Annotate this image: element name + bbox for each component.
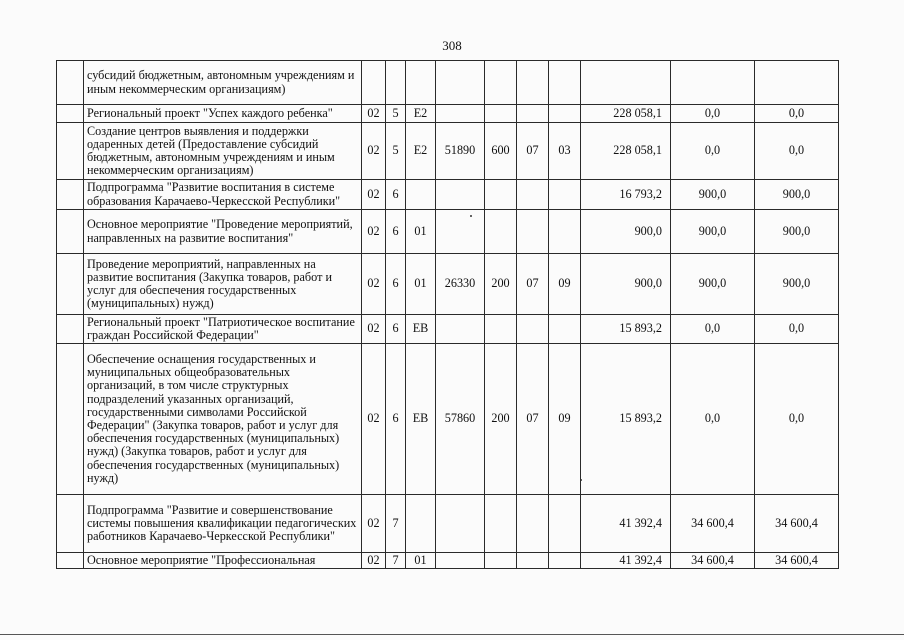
- amount-year-1: 41 392,4: [581, 495, 671, 553]
- amount-year-3: 0,0: [755, 315, 839, 344]
- amount-year-1: 15 893,2: [581, 344, 671, 495]
- section-code: [517, 210, 549, 254]
- section-code: [517, 61, 549, 105]
- expense-type-code: 600: [485, 123, 517, 180]
- amount-year-2: 0,0: [671, 315, 755, 344]
- row-name: Основное мероприятие "Проведение мероприятий, направленных на развитие воспитания": [84, 210, 362, 254]
- table-row: [57, 495, 839, 553]
- amount-year-3: 0,0: [755, 123, 839, 180]
- subsection-code: [549, 210, 581, 254]
- direction-code: 57860: [436, 344, 485, 495]
- blank-cell: [57, 210, 84, 254]
- section-code: 07: [517, 344, 549, 495]
- amount-year-1: 900,0: [581, 210, 671, 254]
- gp-code: 02: [362, 315, 386, 344]
- amount-year-1: 228 058,1: [581, 105, 671, 123]
- expense-type-code: [485, 105, 517, 123]
- om-code: E2: [406, 105, 436, 123]
- scan-speck: [470, 215, 472, 217]
- expense-type-code: [485, 61, 517, 105]
- amount-year-3: 900,0: [755, 210, 839, 254]
- amount-year-3: 900,0: [755, 254, 839, 315]
- blank-cell: [57, 254, 84, 315]
- direction-code: 51890: [436, 123, 485, 180]
- blank-cell: [57, 105, 84, 123]
- subsection-code: 03: [549, 123, 581, 180]
- om-code: EB: [406, 344, 436, 495]
- section-code: [517, 315, 549, 344]
- om-code: [406, 495, 436, 553]
- amount-year-2: 0,0: [671, 123, 755, 180]
- gp-code: 02: [362, 495, 386, 553]
- subsection-code: [549, 105, 581, 123]
- row-name: Подпрограмма "Развитие воспитания в системе образования Карачаево-Черкесской Республики": [84, 180, 362, 210]
- amount-year-3: 34 600,4: [755, 495, 839, 553]
- gp-code: 02: [362, 105, 386, 123]
- table-row: [57, 105, 839, 123]
- row-name: Подпрограмма "Развитие и совершенствование системы повышения квалификации педагогических работников Карачаево-Черкесской Республики": [84, 495, 362, 553]
- direction-code: [436, 210, 485, 254]
- table-row: [57, 61, 839, 105]
- expense-type-code: 200: [485, 344, 517, 495]
- amount-year-1: 16 793,2: [581, 180, 671, 210]
- page-number: 308: [442, 38, 462, 53]
- pp-code: 7: [386, 553, 406, 569]
- row-name: субсидий бюджетным, автономным учреждениям и иным некоммерческим организациям): [84, 61, 362, 105]
- direction-code: [436, 105, 485, 123]
- amount-year-2: 0,0: [671, 105, 755, 123]
- blank-cell: [57, 123, 84, 180]
- amount-year-3: 0,0: [755, 344, 839, 495]
- direction-code: [436, 553, 485, 569]
- pp-code: 6: [386, 180, 406, 210]
- blank-cell: [57, 315, 84, 344]
- blank-cell: [57, 344, 84, 495]
- expense-type-code: 200: [485, 254, 517, 315]
- expense-type-code: [485, 210, 517, 254]
- blank-cell: [57, 61, 84, 105]
- amount-year-1: 900,0: [581, 254, 671, 315]
- scan-speck: [580, 479, 582, 481]
- gp-code: [362, 61, 386, 105]
- expense-type-code: [485, 180, 517, 210]
- section-code: [517, 105, 549, 123]
- table-row: [57, 315, 839, 344]
- subsection-code: [549, 495, 581, 553]
- om-code: 01: [406, 553, 436, 569]
- gp-code: 02: [362, 123, 386, 180]
- row-name: Проведение мероприятий, направленных на развитие воспитания (Закупка товаров, работ и услуг для обеспечения государственных (муниципальных) нужд): [84, 254, 362, 315]
- row-name: Региональный проект "Патриотическое воспитание граждан Российской Федерации": [84, 315, 362, 344]
- expense-type-code: [485, 495, 517, 553]
- amount-year-1: 228 058,1: [581, 123, 671, 180]
- pp-code: 6: [386, 254, 406, 315]
- gp-code: 02: [362, 344, 386, 495]
- amount-year-2: 0,0: [671, 344, 755, 495]
- direction-code: [436, 495, 485, 553]
- pp-code: 6: [386, 315, 406, 344]
- direction-code: 26330: [436, 254, 485, 315]
- row-name: Основное мероприятие "Профессиональная: [84, 553, 362, 569]
- amount-year-3: 0,0: [755, 105, 839, 123]
- amount-year-3: 900,0: [755, 180, 839, 210]
- amount-year-3: [755, 61, 839, 105]
- section-code: [517, 180, 549, 210]
- table-row: [57, 210, 839, 254]
- subsection-code: [549, 61, 581, 105]
- row-name: Обеспечение оснащения государственных и муниципальных общеобразовательных организаций, в том числе структурных подразделений указанных организаций, государственными символами Российской Федерации" (Закупка товаров, работ и услуг для обеспечения государственных (муниципальных) нужд) (Закупка товаров, работ и услуг для обеспечения государственных (муниципальных) нужд): [84, 344, 362, 495]
- subsection-code: 09: [549, 344, 581, 495]
- gp-code: 02: [362, 210, 386, 254]
- om-code: [406, 61, 436, 105]
- direction-code: [436, 180, 485, 210]
- amount-year-2: 900,0: [671, 180, 755, 210]
- amount-year-1: 41 392,4: [581, 553, 671, 569]
- om-code: 01: [406, 210, 436, 254]
- om-code: 01: [406, 254, 436, 315]
- blank-cell: [57, 553, 84, 569]
- subsection-code: [549, 180, 581, 210]
- table-row: [57, 180, 839, 210]
- table-row: [57, 344, 839, 495]
- blank-cell: [57, 495, 84, 553]
- expense-type-code: [485, 315, 517, 344]
- row-name: Региональный проект "Успех каждого ребенка": [84, 105, 362, 123]
- amount-year-2: 900,0: [671, 254, 755, 315]
- amount-year-3: 34 600,4: [755, 553, 839, 569]
- section-code: 07: [517, 123, 549, 180]
- table-row: [57, 553, 839, 569]
- subsection-code: [549, 315, 581, 344]
- amount-year-2: 34 600,4: [671, 495, 755, 553]
- page-bottom-rule: [0, 634, 904, 635]
- om-code: [406, 180, 436, 210]
- direction-code: [436, 61, 485, 105]
- amount-year-2: 900,0: [671, 210, 755, 254]
- pp-code: 6: [386, 344, 406, 495]
- subsection-code: 09: [549, 254, 581, 315]
- subsection-code: [549, 553, 581, 569]
- direction-code: [436, 315, 485, 344]
- table-row: [57, 123, 839, 180]
- amount-year-1: [581, 61, 671, 105]
- blank-cell: [57, 180, 84, 210]
- pp-code: 5: [386, 105, 406, 123]
- table-row: [57, 254, 839, 315]
- section-code: [517, 553, 549, 569]
- row-name: Создание центров выявления и поддержки одаренных детей (Предоставление субсидий бюджетным, автономным учреждениям и иным некоммерческим организациям): [84, 123, 362, 180]
- gp-code: 02: [362, 254, 386, 315]
- amount-year-1: 15 893,2: [581, 315, 671, 344]
- expense-type-code: [485, 553, 517, 569]
- om-code: EB: [406, 315, 436, 344]
- gp-code: 02: [362, 180, 386, 210]
- pp-code: 6: [386, 210, 406, 254]
- om-code: E2: [406, 123, 436, 180]
- pp-code: 5: [386, 123, 406, 180]
- section-code: [517, 495, 549, 553]
- amount-year-2: [671, 61, 755, 105]
- pp-code: 7: [386, 495, 406, 553]
- gp-code: 02: [362, 553, 386, 569]
- budget-table: [56, 60, 839, 569]
- pp-code: [386, 61, 406, 105]
- section-code: 07: [517, 254, 549, 315]
- amount-year-2: 34 600,4: [671, 553, 755, 569]
